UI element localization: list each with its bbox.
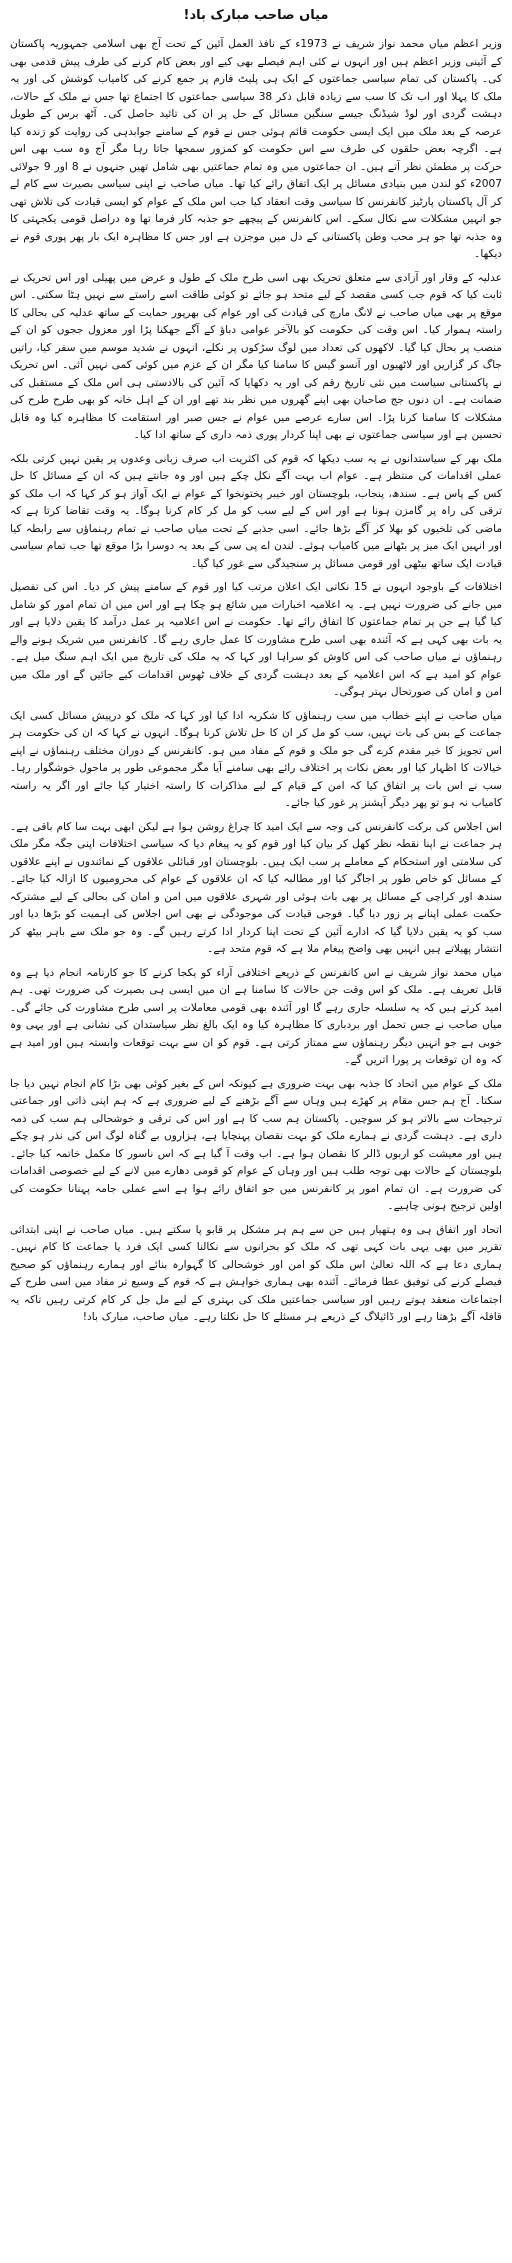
article-paragraph: ملک کے عوام میں اتحاد کا جذبہ بھی بہت ضروری ہے کیونکہ اس کے بغیر کوئی بھی بڑا کام انجام نہیں دیا جا سکتا۔ آج ہم جس مقام پر کھڑے ہیں وہاں سے آگے بڑھنے کے لیے ضروری ہے کہ ہم اپنی ذاتی اور جماعتی ترجیحات سے بالاتر ہو کر سوچیں۔ پاکستان ہم سب کا ہے اور اس کی ترقی و خوشحالی ہم سب کی ذمہ داری ہے۔ دہشت گردی نے ہمارے ملک کو بہت نقصان پہنچایا ہے، ہزاروں بے گناہ لوگ اس کی نذر ہو چکے ہیں اور معیشت کو اربوں ڈالر کا نقصان ہوا ہے۔ اب وقت آ گیا ہے کہ اس ناسور کا مکمل خاتمہ کیا جائے۔ بلوچستان کے حالات بھی توجہ طلب ہیں اور وہاں کے عوام کو قومی دھارے میں لانے کے لیے خصوصی اقدامات کی ضرورت ہے۔ ان تمام امور پر کانفرنس میں جو اتفاق رائے ہوا ہے اسے عملی جامہ پہنانا حکومت کی اولین ترجیح ہونی چاہیے۔ (10, 1077, 502, 1212)
article-paragraph: اختلافات کے باوجود انہوں نے 15 نکاتی ایک اعلان مرتب کیا اور قوم کے سامنے پیش کر دیا۔ اس کی تفصیل میں جانے کی ضرورت نہیں ہے۔ یہ اعلامیہ اخبارات میں شائع ہو چکا ہے اور اس میں ان تمام امور کو شامل کیا گیا ہے جن پر تمام جماعتوں کا اتفاق رائے تھا۔ حکومت نے اس اعلامیہ پر عمل درآمد کا یقین دلایا ہے اور یہ بات بھی کہی ہے کہ آئندہ بھی اسی طرح مشاورت کا عمل جاری رہے گا۔ کانفرنس میں شریک ہونے والے رہنماؤں نے میاں صاحب کی اس کاوش کو سراہا اور کہا کہ یہ ملک کی تاریخ میں ایک اہم سنگ میل ہے۔ عوام کو امید ہے کہ اس اعلامیہ کے بعد دہشت گردی کے خلاف ٹھوس اقدامات کیے جائیں گے اور ملک میں امن و امان کی صورتحال بہتر ہوگی۔ (10, 581, 503, 698)
article-paragraph: اس اجلاس کی برکت کانفرنس کی وجہ سے ایک امید کا چراغ روشن ہوا ہے لیکن ابھی بہت سا کام باقی ہے۔ ہر جماعت نے اپنا نقطہ نظر کھل کر بیان کیا اور قوم کو یہ پیغام دیا کہ سیاسی اختلافات اپنی جگہ مگر ملک کی سلامتی اور استحکام کے معاملے پر سب ایک ہیں۔ بلوچستان اور قبائلی علاقوں کے نمائندوں نے اپنے علاقوں کے مسائل کو خاص طور پر اجاگر کیا اور مطالبہ کیا کہ ان علاقوں کے عوام کی محرومیوں کا ازالہ کیا جائے۔ سندھ اور کراچی کے مسائل پر بھی بات ہوئی اور شہری علاقوں میں امن و امان کی بحالی کے لیے مشترکہ حکمت عملی اپنانے پر زور دیا گیا۔ فوجی قیادت کی موجودگی نے بھی اس اجلاس کی اہمیت کو بڑھا دیا اور سب کو یہ یقین دلایا گیا کہ ادارے آئین کے تحت اپنا کردار ادا کرتے رہیں گے۔ وہ جو ملک سے باہر بیٹھ کر انتشار پھیلاتے ہیں انہیں بھی واضح پیغام ملا ہے کہ قوم متحد ہے۔ (10, 820, 502, 955)
article-paragraph: وزیر اعظم میاں محمد نواز شریف نے 1973ء کے نافذ العمل آئین کے تحت آج بھی اسلامی جمہوریہ پاکستان کے آئینی وزیر اعظم ہیں اور انہوں نے کئی اہم فیصلے بھی کیے اور بعض کام کرنے کی طرف پیش قدمی بھی کی۔ پاکستان کی تمام سیاسی جماعتوں کے ایک ہی پلیٹ فارم پر جمع کرنے کی کامیاب کوشش کی اور یہ ملک کا پہلا اور اب تک کا سب سے زیادہ قابل ذکر 38 سیاسی جماعتوں کا اجتماع تھا جس نے ملک کے حالات، دہشت گردی اور لوڈ شیڈنگ جیسے سنگین مسائل کے حل پر ان کی تائید حاصل کی۔ آٹھ برس کے طویل عرصہ کے بعد ملک میں ایک ایسی حکومت قائم ہوئی جس نے قوم کے سامنے جوابدہی کی روایت کو زندہ کیا ہے۔ اگرچہ بعض حلقوں کی طرف سے اس حکومت کو کمزور سمجھا جاتا رہا مگر آج وہ سب بھی اس حرکت پر مطمئن نظر آتے ہیں۔ ان جماعتوں میں وہ تمام جماعتیں بھی شامل تھیں جنہوں نے 8 اور 9 جولائی 2007ء کو لندن میں بنیادی مسائل پر ایک اتفاق رائے کیا تھا۔ میاں صاحب نے اپنی سیاسی بصیرت سے کام لے کر آل پاکستان پارٹیز کانفرنس کا سیاسی وقت انعقاد کیا جب اس ملک کے عوام کو ایسی قیادت کی تلاش تھی جو انہیں مشکلات سے نکال سکے۔ اس کانفرنس کے پیچھے جو جذبہ کار فرما تھا وہ دراصل قومی یکجہتی کا وہ جذبہ تھا جو ہر محب وطن پاکستانی کے دل میں موجزن ہے اور جس کا مظاہرہ ایک بار پھر پوری قوم نے دیکھا۔ (10, 38, 503, 260)
article-paragraph: میاں صاحب نے اپنے خطاب میں سب رہنماؤں کا شکریہ ادا کیا اور کہا کہ ملک کو درپیش مسائل کسی ایک جماعت کے بس کی بات نہیں، سب کو مل کر ان کا حل تلاش کرنا ہوگا۔ انہوں نے کہا کہ ان کی حکومت ہر اس تجویز کا خیر مقدم کرے گی جو ملک و قوم کے مفاد میں ہو۔ کانفرنس کے دوران مختلف رہنماؤں نے اپنے خیالات کا اظہار کیا اور بعض نکات پر اختلاف رائے بھی سامنے آیا مگر مجموعی طور پر ماحول خوشگوار رہا۔ سب نے اس بات پر اتفاق کیا کہ امن کے قیام کے لیے مذاکرات کا راستہ اختیار کیا جائے اور اگر یہ راستہ کامیاب نہ ہو تو پھر دیگر آپشنز پر غور کیا جائے۔ (10, 709, 502, 809)
article-paragraph: ملک بھر کے سیاستدانوں نے یہ سب دیکھا کہ قوم کی اکثریت اب صرف زبانی وعدوں پر یقین نہیں کرتی بلکہ عملی اقدامات کی منتظر ہے۔ عوام اب بہت آگے نکل چکے ہیں اور وہ جانتے ہیں کہ ان کے مسائل کا حل کس کے پاس ہے۔ سندھ، پنجاب، بلوچستان اور خیبر پختونخوا کے عوام نے ایک آواز ہو کر کہا کہ اب ملک کو ترقی کی راہ پر گامزن ہونا ہے اور اس کے لیے سب کو مل کر کام کرنا ہوگا۔ یہ وقت تقاضا کرتا ہے کہ ماضی کی تلخیوں کو بھلا کر آگے بڑھا جائے۔ اسی جذبے کے تحت میاں صاحب نے تمام رہنماؤں سے رابطہ کیا اور انہیں ایک میز پر بٹھانے میں کامیاب ہوئے۔ لندن اے پی سی کے بعد یہ دوسرا بڑا موقع تھا جب تمام سیاسی قیادت ایک ساتھ بیٹھی اور قومی مسائل پر سنجیدگی سے غور کیا گیا۔ (10, 452, 502, 570)
article-title: میاں صاحب مبارک باد! (183, 8, 329, 23)
article-paragraph: عدلیہ کے وقار اور آزادی سے متعلق تحریک بھی اسی طرح ملک کے طول و عرض میں پھیلی اور اس تحریک نے ثابت کیا کہ قوم جب کسی مقصد کے لیے متحد ہو جائے تو کوئی طاقت اسے راستے سے نہیں ہٹا سکتی۔ اس موقع پر بھی میاں صاحب نے لانگ مارچ کی قیادت کی اور عوام کی بھرپور حمایت کے ساتھ عدلیہ کی بحالی کا راستہ ہموار کیا۔ اس وقت کی حکومت کو بالآخر عوامی دباؤ کے آگے جھکنا پڑا اور معزول ججوں کو ان کے منصب پر بحال کیا گیا۔ لاکھوں کی تعداد میں لوگ سڑکوں پر نکلے، انہوں نے شدید موسم میں سفر کیا، راتیں جاگ کر گزاریں اور لاٹھیوں اور آنسو گیس کا سامنا کیا مگر ان کے عزم میں کوئی کمی نہیں آئی۔ اس تحریک نے پاکستانی سیاست میں نئی تاریخ رقم کی اور یہ دکھایا کہ آئین کی بالادستی ہی اس ملک کے مستقبل کی ضمانت ہے۔ ان دنوں جج صاحبان بھی اپنے گھروں میں نظر بند تھے اور ان کے اہل خانہ کو بھی طرح طرح کی مشکلات کا سامنا کرنا پڑا۔ اس سارے عرصے میں عوام نے جس صبر اور استقامت کا مظاہرہ کیا وہ قابل تحسین ہے اور سیاسی جماعتوں نے بھی اپنا کردار پوری ذمہ داری کے ساتھ ادا کیا۔ (10, 271, 502, 441)
article-paragraph: اتحاد اور اتفاق ہی وہ ہتھیار ہیں جن سے ہم ہر مشکل پر قابو پا سکتے ہیں۔ میاں صاحب نے اپنی ابتدائی تقریر میں بھی یہی بات کہی تھی کہ ملک کو بحرانوں سے نکالنا کسی ایک فرد یا جماعت کا کام نہیں۔ ہماری دعا ہے کہ اللہ تعالیٰ اس ملک کو امن اور خوشحالی کا گہوارہ بنائے اور ہمارے رہنماؤں کو صحیح فیصلے کرنے کی توفیق عطا فرمائے۔ آئندہ بھی ہماری خواہش ہے کہ قوم کے وسیع تر مفاد میں اسی طرح کے اجتماعات منعقد ہوتے رہیں اور سیاسی جماعتیں ملک کی بہتری کے لیے مل جل کر کام کرتی رہیں تاکہ یہ قافلہ آگے بڑھتا رہے اور ڈائیلاگ کے ذریعے ہر مسئلے کا حل نکلتا رہے۔ میاں صاحب، مبارک باد! (10, 1223, 502, 1323)
article-paragraph: میاں محمد نواز شریف نے اس کانفرنس کے ذریعے اختلافی آراء کو یکجا کرنے کا جو کارنامہ انجام دیا ہے وہ قابل تعریف ہے۔ ملک کو اس وقت جن حالات کا سامنا ہے ان میں ایسی ہی بصیرت کی ضرورت تھی۔ ہم امید کرتے ہیں کہ یہ سلسلہ جاری رہے گا اور آئندہ بھی قومی معاملات پر اسی طرح مشاورت کی جائے گی۔ میاں صاحب نے جس تحمل اور بردباری کا مظاہرہ کیا وہ ایک بالغ نظر سیاستدان کی نشانی ہے اور یہی وہ خوبی ہے جو انہیں دیگر رہنماؤں سے ممتاز کرتی ہے۔ قوم کو ان سے بہت توقعات وابستہ ہیں اور امید ہے کہ وہ ان توقعات پر پورا اتریں گے۔ (10, 966, 502, 1066)
